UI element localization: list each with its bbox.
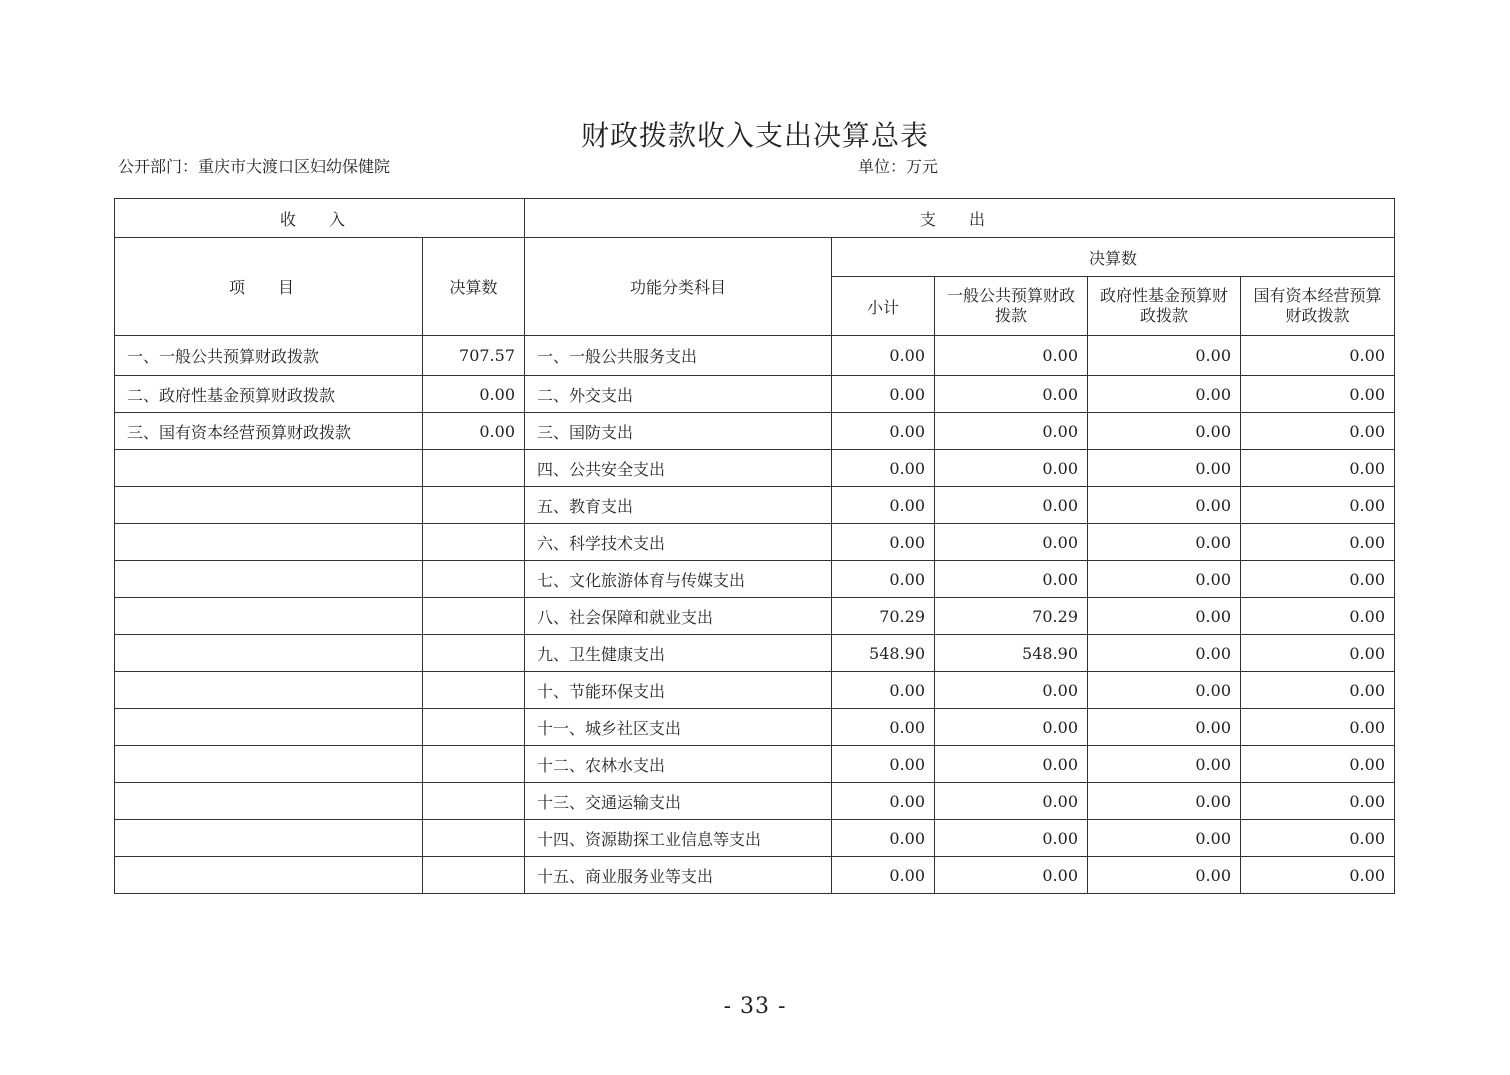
- income-item-cell: 一、一般公共预算财政拨款: [115, 336, 423, 376]
- category-cell: 十四、资源勘探工业信息等支出: [525, 820, 832, 857]
- subtotal-cell: 0.00: [832, 672, 935, 709]
- subtotal-cell: 0.00: [832, 336, 935, 376]
- income-amount-cell: 0.00: [423, 376, 525, 413]
- subtotal-cell: 548.90: [832, 635, 935, 672]
- table-row: [115, 450, 1395, 487]
- income-item-cell: [115, 672, 423, 709]
- category-cell: 十、节能环保支出: [525, 672, 832, 709]
- table-row: [115, 487, 1395, 524]
- income-item-cell: [115, 820, 423, 857]
- state-capital-cell: 0.00: [1241, 413, 1395, 450]
- income-amount-cell: [423, 450, 525, 487]
- general-budget-cell: 0.00: [935, 413, 1088, 450]
- general-budget-cell: 0.00: [935, 857, 1088, 894]
- gov-fund-cell: 0.00: [1088, 635, 1241, 672]
- table-row: [115, 376, 1395, 413]
- table-row: [115, 635, 1395, 672]
- income-item-cell: [115, 450, 423, 487]
- general-budget-cell: 0.00: [935, 450, 1088, 487]
- income-item-cell: [115, 635, 423, 672]
- state-capital-cell: 0.00: [1241, 450, 1395, 487]
- state-capital-cell: 0.00: [1241, 783, 1395, 820]
- gov-fund-cell: 0.00: [1088, 709, 1241, 746]
- table-row: [115, 820, 1395, 857]
- gov-fund-cell: 0.00: [1088, 820, 1241, 857]
- state-capital-cell: 0.00: [1241, 561, 1395, 598]
- income-amount-cell: 0.00: [423, 413, 525, 450]
- category-cell: 四、公共安全支出: [525, 450, 832, 487]
- state-capital-cell: 0.00: [1241, 857, 1395, 894]
- income-amount-cell: [423, 783, 525, 820]
- gov-fund-cell: 0.00: [1088, 413, 1241, 450]
- general-budget-cell: 0.00: [935, 376, 1088, 413]
- subtotal-header: 小计: [832, 277, 935, 336]
- income-item-cell: [115, 746, 423, 783]
- subtotal-cell: 0.00: [832, 450, 935, 487]
- state-capital-cell: 0.00: [1241, 376, 1395, 413]
- table-row: [115, 598, 1395, 635]
- subtotal-cell: 0.00: [832, 376, 935, 413]
- category-cell: 七、文化旅游体育与传媒支出: [525, 561, 832, 598]
- gov-fund-cell: 0.00: [1088, 672, 1241, 709]
- income-header: 收 入: [115, 199, 525, 238]
- income-item-cell: [115, 857, 423, 894]
- gov-fund-cell: 0.00: [1088, 487, 1241, 524]
- gov-fund-cell: 0.00: [1088, 336, 1241, 376]
- subtotal-cell: 0.00: [832, 413, 935, 450]
- table-row: [115, 857, 1395, 894]
- subtotal-cell: 0.00: [832, 487, 935, 524]
- table-body: [115, 336, 1395, 894]
- table-row: [115, 746, 1395, 783]
- income-item-cell: [115, 487, 423, 524]
- general-budget-header: 一般公共预算财政拨款: [935, 277, 1088, 336]
- expense-header: 支 出: [525, 199, 1395, 238]
- income-amount-cell: [423, 746, 525, 783]
- general-budget-cell: 0.00: [935, 709, 1088, 746]
- state-capital-cell: 0.00: [1241, 709, 1395, 746]
- general-budget-cell: 548.90: [935, 635, 1088, 672]
- state-capital-cell: 0.00: [1241, 524, 1395, 561]
- general-budget-cell: 0.00: [935, 783, 1088, 820]
- income-amount-cell: [423, 672, 525, 709]
- item-header: 项 目: [115, 238, 423, 336]
- income-amount-cell: [423, 820, 525, 857]
- income-item-cell: [115, 598, 423, 635]
- department-label: 公开部门：重庆市大渡口区妇幼保健院: [118, 157, 391, 176]
- subtotal-cell: 0.00: [832, 561, 935, 598]
- general-budget-cell: 0.00: [935, 524, 1088, 561]
- subtotal-cell: 0.00: [832, 783, 935, 820]
- table-row: [115, 336, 1395, 376]
- subtotal-cell: 0.00: [832, 820, 935, 857]
- state-capital-cell: 0.00: [1241, 746, 1395, 783]
- table-row: [115, 709, 1395, 746]
- state-capital-cell: 0.00: [1241, 820, 1395, 857]
- income-amount-cell: [423, 635, 525, 672]
- income-item-cell: [115, 709, 423, 746]
- gov-fund-cell: 0.00: [1088, 783, 1241, 820]
- general-budget-cell: 70.29: [935, 598, 1088, 635]
- category-cell: 十三、交通运输支出: [525, 783, 832, 820]
- general-budget-cell: 0.00: [935, 336, 1088, 376]
- general-budget-cell: 0.00: [935, 487, 1088, 524]
- table-row: [115, 672, 1395, 709]
- category-cell: 五、教育支出: [525, 487, 832, 524]
- general-budget-cell: 0.00: [935, 746, 1088, 783]
- gov-fund-cell: 0.00: [1088, 376, 1241, 413]
- final-group-header: 决算数: [832, 238, 1395, 277]
- category-cell: 六、科学技术支出: [525, 524, 832, 561]
- gov-fund-cell: 0.00: [1088, 598, 1241, 635]
- subtotal-cell: 0.00: [832, 709, 935, 746]
- income-amount-cell: [423, 857, 525, 894]
- category-cell: 二、外交支出: [525, 376, 832, 413]
- income-amount-cell: [423, 487, 525, 524]
- category-cell: 十一、城乡社区支出: [525, 709, 832, 746]
- page-title: 财政拨款收入支出决算总表: [580, 119, 929, 152]
- gov-fund-cell: 0.00: [1088, 561, 1241, 598]
- header-row-2: [115, 238, 1395, 277]
- function-category-header: 功能分类科目: [525, 238, 832, 336]
- table-row: [115, 524, 1395, 561]
- state-capital-cell: 0.00: [1241, 672, 1395, 709]
- income-item-cell: [115, 783, 423, 820]
- gov-fund-header: 政府性基金预算财政拨款: [1088, 277, 1241, 336]
- income-item-cell: [115, 561, 423, 598]
- gov-fund-cell: 0.00: [1088, 857, 1241, 894]
- category-cell: 十二、农林水支出: [525, 746, 832, 783]
- income-amount-cell: [423, 709, 525, 746]
- table-row: [115, 783, 1395, 820]
- state-capital-cell: 0.00: [1241, 487, 1395, 524]
- category-cell: 三、国防支出: [525, 413, 832, 450]
- state-capital-header: 国有资本经营预算财政拨款: [1241, 277, 1395, 336]
- subtotal-cell: 70.29: [832, 598, 935, 635]
- table-row: [115, 413, 1395, 450]
- unit-label: 单位：万元: [858, 157, 939, 176]
- gov-fund-cell: 0.00: [1088, 524, 1241, 561]
- category-cell: 十五、商业服务业等支出: [525, 857, 832, 894]
- state-capital-cell: 0.00: [1241, 635, 1395, 672]
- general-budget-cell: 0.00: [935, 820, 1088, 857]
- income-item-cell: [115, 524, 423, 561]
- subtotal-cell: 0.00: [832, 524, 935, 561]
- gov-fund-cell: 0.00: [1088, 746, 1241, 783]
- budget-table: [114, 198, 1395, 894]
- income-amount-cell: 707.57: [423, 336, 525, 376]
- category-cell: 八、社会保障和就业支出: [525, 598, 832, 635]
- income-amount-cell: [423, 598, 525, 635]
- category-cell: 九、卫生健康支出: [525, 635, 832, 672]
- general-budget-cell: 0.00: [935, 672, 1088, 709]
- header-row-1: [115, 199, 1395, 238]
- general-budget-cell: 0.00: [935, 561, 1088, 598]
- page-number: - 33 -: [723, 994, 787, 1019]
- state-capital-cell: 0.00: [1241, 598, 1395, 635]
- subtotal-cell: 0.00: [832, 746, 935, 783]
- income-item-cell: 三、国有资本经营预算财政拨款: [115, 413, 423, 450]
- table-row: [115, 561, 1395, 598]
- gov-fund-cell: 0.00: [1088, 450, 1241, 487]
- income-item-cell: 二、政府性基金预算财政拨款: [115, 376, 423, 413]
- final-amount-header: 决算数: [423, 238, 525, 336]
- income-amount-cell: [423, 524, 525, 561]
- subtotal-cell: 0.00: [832, 857, 935, 894]
- category-cell: 一、一般公共服务支出: [525, 336, 832, 376]
- income-amount-cell: [423, 561, 525, 598]
- state-capital-cell: 0.00: [1241, 336, 1395, 376]
